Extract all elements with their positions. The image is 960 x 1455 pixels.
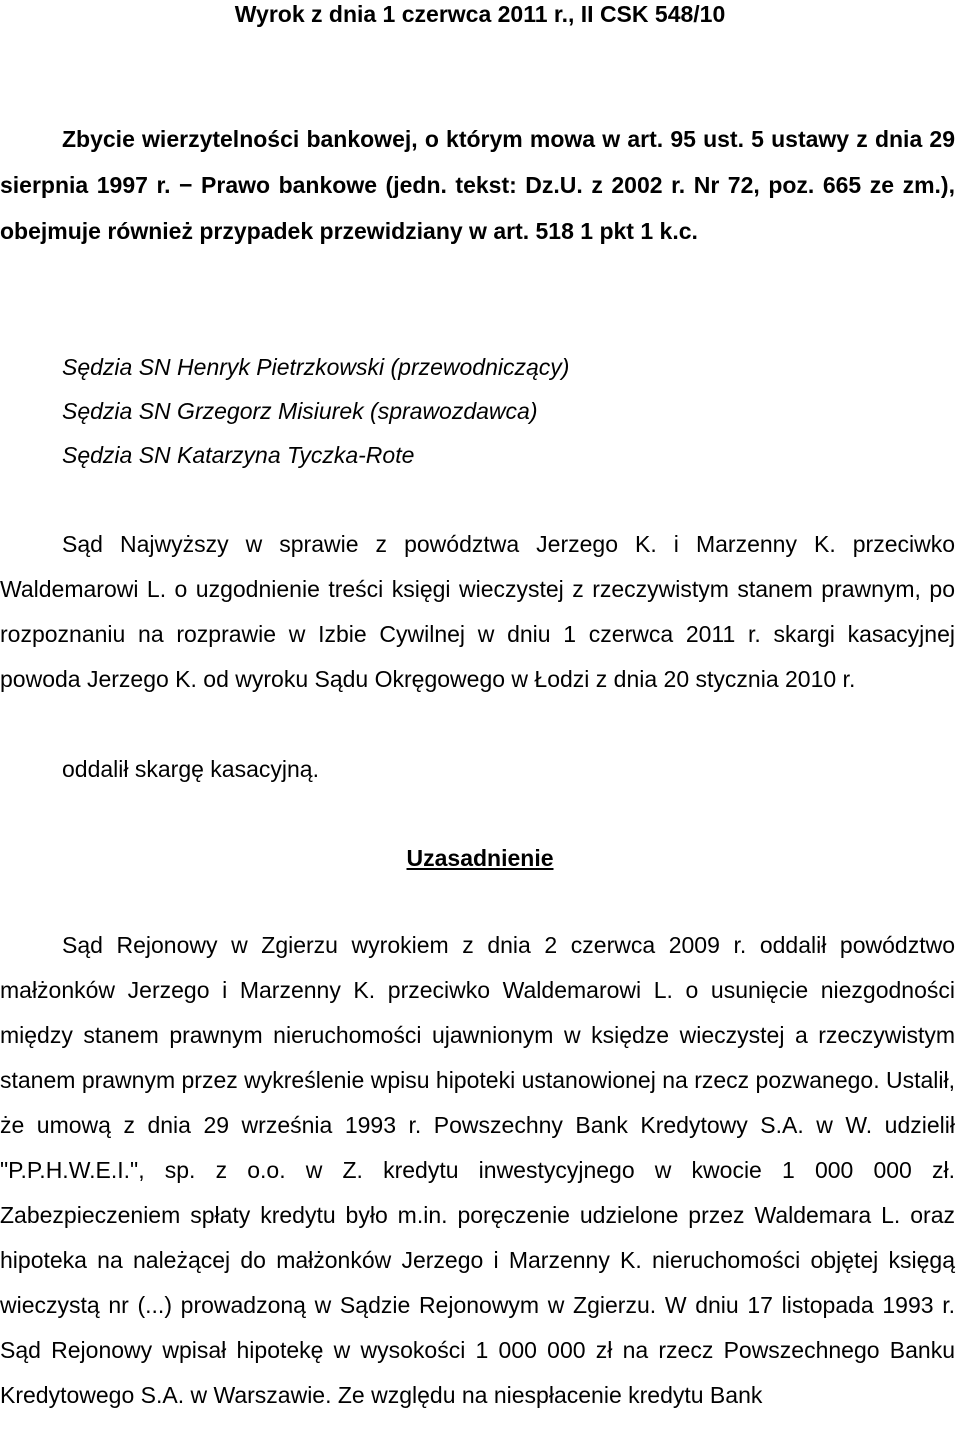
- decision-text: oddalił skargę kasacyjną.: [62, 756, 319, 782]
- judge-rapporteur: Sędzia SN Grzegorz Misiurek (sprawozdawca): [62, 398, 538, 424]
- justification-heading: [0, 836, 960, 880]
- justification-paragraph: Sąd Rejonowy w Zgierzu wyrokiem z dnia 2 czerwca 2009 r. oddalił powództwo małżonków Jerzego i Marzenny K. przeciwko Waldemarowi L. o usunięcie niezgodności między stanem prawnym nieruchomości ujawnionym w księdze wieczystej a rzeczywistym stanem prawnym przez wykreślenie wpisu hipoteki ustanowionej na rzecz pozwanego. Ustalił, że umową z dnia 29 września 1993 r. Powszechny Bank Kredytowy S.A. w W. udzielił "P.P.H.W.E.I.", sp. z o.o. w Z. kredytu inwestycyjnego w kwocie 1 000 000 zł. Zabezpieczeniem spłaty kredytu było m.in. poręczenie udzielone przez Waldemara L. oraz hipoteka na należącej do małżonków Jerzego i Marzenny K. nieruchomości objętej księgą wieczystą nr (...) prowadzoną w Sądzie Rejonowym w Zgierzu. W dniu 17 listopada 1993 r. Sąd Rejonowy wpisał hipotekę w wysokości 1 000 000 zł na rzecz Powszechnego Banku Kredytowego S.A. w Warszawie. Ze względu na niespłacenie kredytu Bank: [0, 932, 955, 1408]
- judge-presiding: Sędzia SN Henryk Pietrzkowski (przewodniczący): [62, 354, 570, 380]
- judge-member: Sędzia SN Katarzyna Tyczka-Rote: [62, 442, 415, 468]
- ruling-intro-paragraph: Sąd Najwyższy w sprawie z powództwa Jerzego K. i Marzenny K. przeciwko Waldemarowi L. o uzgodnienie treści księgi wieczystej z rzeczywistym stanem prawnym, po rozpoznaniu na rozprawie w Izbie Cywilnej w dniu 1 czerwca 2011 r. skargi kasacyjnej powoda Jerzego K. od wyroku Sądu Okręgowego w Łodzi z dnia 20 stycznia 2010 r.: [0, 531, 955, 692]
- document-title: Wyrok z dnia 1 czerwca 2011 r., II CSK 548/10: [234, 1, 726, 27]
- thesis-paragraph: Zbycie wierzytelności bankowej, o którym mowa w art. 95 ust. 5 ustawy z dnia 29 sierpnia 1997 r. − Prawo bankowe (jedn. tekst: Dz.U. z 2002 r. Nr 72, poz. 665 ze zm.), obejmuje również przypadek przewidziany w art. 518 1 pkt 1 k.c.: [0, 126, 955, 244]
- justification-heading-text: Uzasadnienie: [406, 845, 554, 871]
- judges-list: [62, 345, 942, 477]
